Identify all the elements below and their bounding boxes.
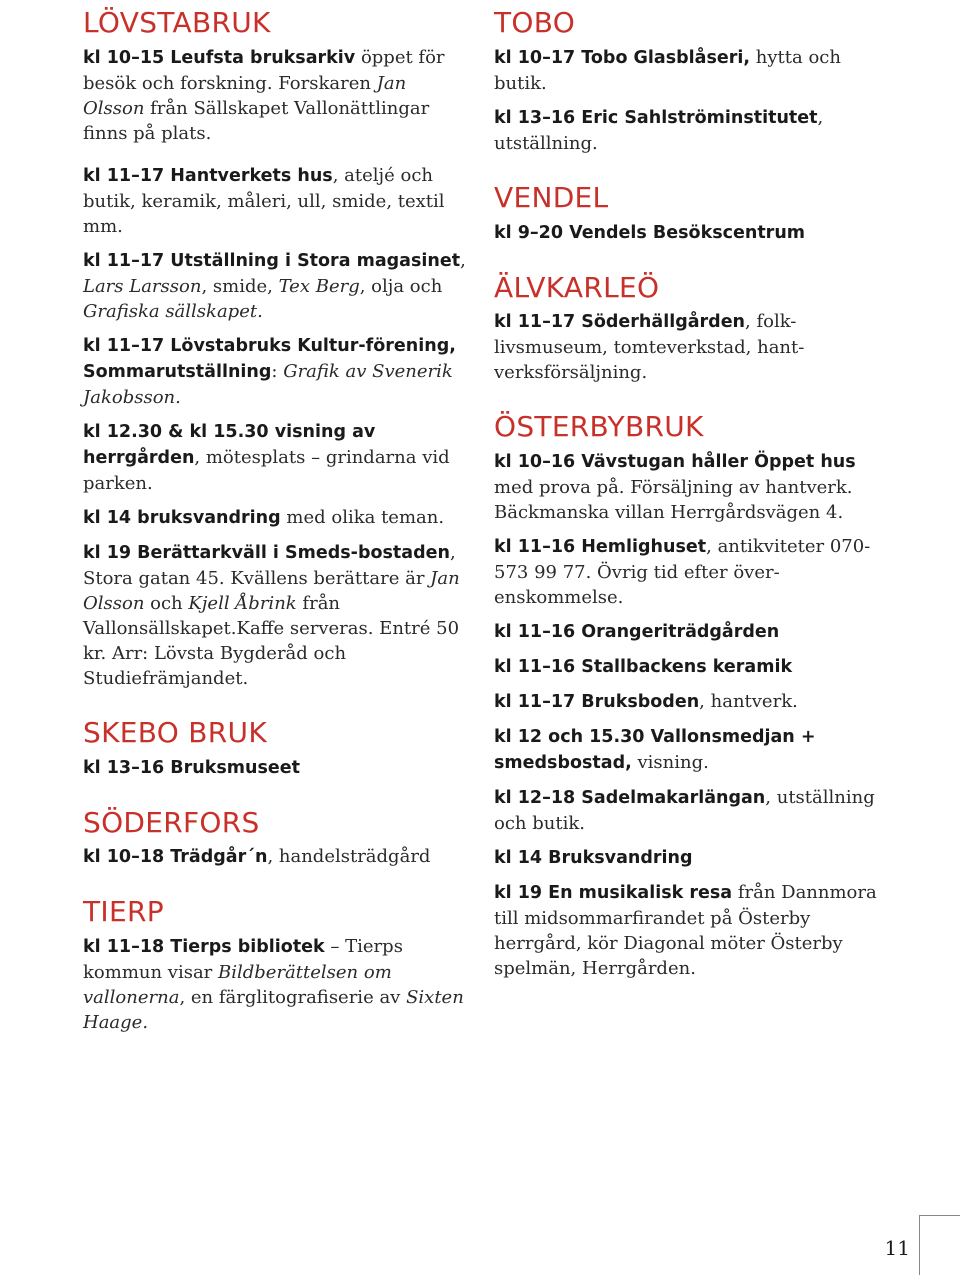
event-time-title: kl 19 En musikalisk resa: [494, 883, 733, 904]
event-exhibit: Bildberättelsen om vallonerna: [83, 962, 392, 1009]
event-stora-magasinet: [83, 248, 473, 324]
event-time-title: kl 12.30 & kl 15.30 visning av herrgården: [83, 421, 376, 468]
event-visning-herrgarden: [83, 419, 473, 496]
event-time-title: kl 12 och 15.30 Vallonsmedjan + smedsbostad,: [494, 727, 816, 774]
event-text: och: [144, 592, 189, 614]
event-text: , antikviteter 070-573 99 77. Övrig tid efter över-enskommelse.: [494, 536, 871, 609]
event-stallbackens-keramik: [494, 654, 884, 680]
event-musikalisk-resa: [494, 880, 884, 981]
event-hantverkets-hus: [83, 163, 473, 239]
event-person: Sixten Haage.: [83, 987, 464, 1034]
event-tierps-bibliotek: [83, 934, 473, 1035]
event-orangeritradgarden: [494, 619, 884, 645]
event-text: , smide,: [201, 275, 279, 297]
heading-skebo-bruk: SKEBO BRUK: [83, 715, 268, 749]
left-column: [83, 8, 473, 1044]
event-text: , en färglitografiserie av: [179, 987, 407, 1009]
corner-divider-top: [920, 1215, 960, 1216]
event-vallonsmedjan: [494, 724, 884, 776]
event-time-title: kl 10–16 Vävstugan håller Öppet hus: [494, 452, 856, 473]
event-berattarkvall: [83, 540, 473, 691]
event-text: , handelsträdgård: [267, 846, 431, 868]
right-column: [494, 8, 884, 990]
event-text: , ateljé och butik, keramik, måleri, ull, smide, textil mm.: [83, 164, 445, 237]
event-soderhallgarden: [494, 309, 884, 385]
event-sadelmakarlangan: [494, 785, 884, 836]
event-person: Grafiska sällskapet.: [83, 300, 263, 322]
event-time-title: kl 10–15 Leufsta bruksarkiv: [83, 47, 356, 68]
heading-alvkarleo: ÄLVKARLEÖ: [494, 270, 660, 304]
event-text: – Tierps kommun visar: [83, 936, 403, 984]
event-time-title: kl 13–16 Eric Sahlströminstitutet: [494, 107, 818, 128]
event-person: Jan Olsson: [83, 567, 460, 614]
event-time-title: kl 11–17 Lövstabruks Kultur-förening, Sommarutställning: [83, 335, 456, 382]
heading-osterbybruk: ÖSTERBYBRUK: [494, 410, 704, 444]
event-text: , hantverk.: [699, 691, 798, 713]
event-vavstugan: [494, 449, 884, 525]
event-bruksmuseet: [83, 755, 473, 781]
event-text: visning.: [631, 752, 709, 774]
event-person: Tex Berg: [278, 275, 360, 297]
event-text: från Vallonsällskapet.Kaffe serveras. Entré 50 kr. Arr: Lövsta Bygderåd och Studiefrämjandet.: [83, 592, 460, 689]
event-time-title: kl 9–20 Vendels Besökscentrum: [494, 222, 806, 243]
event-time-title: kl 19 Berättarkväll i Smeds-bostaden: [83, 542, 450, 563]
event-time-title: kl 11–16 Orangeriträdgården: [494, 622, 780, 643]
event-text: , utställning.: [494, 106, 824, 154]
event-bruksvandring-osterby: [494, 845, 884, 871]
event-time-title: kl 11–18 Tierps bibliotek: [83, 937, 325, 958]
event-tradgarn: [83, 844, 473, 870]
event-text: , folk-livsmuseum, tomteverkstad, hant-verksförsäljning.: [494, 311, 805, 384]
event-tobo-glasblaseri: [494, 45, 884, 96]
event-text: med olika teman.: [280, 506, 445, 528]
event-text: :: [271, 360, 284, 382]
event-time-title: kl 11–17 Bruksboden: [494, 692, 700, 713]
event-time-title: kl 11–17 Utställning i Stora magasinet: [83, 250, 461, 271]
event-time-title: kl 10–17 Tobo Glasblåseri,: [494, 47, 751, 68]
heading-lovstabruk: LÖVSTABRUK: [83, 6, 271, 39]
heading-vendel: VENDEL: [494, 180, 609, 214]
event-person: Jan Olsson: [83, 72, 407, 119]
heading-tierp: TIERP: [83, 895, 164, 929]
event-time-title: kl 13–16 Bruksmuseet: [83, 757, 300, 778]
event-text: , utställning och butik.: [494, 787, 875, 835]
event-text: , mötesplats – grindarna vid parken.: [83, 446, 450, 494]
event-time-title: kl 11–17 Söderhällgården: [494, 312, 746, 333]
heading-tobo: TOBO: [494, 6, 576, 39]
event-time-title: kl 11–16 Hemlighuset: [494, 537, 707, 558]
event-hemlighuset: [494, 534, 884, 610]
event-text: ,: [460, 249, 466, 271]
event-time-title: kl 12–18 Sadelmakarlängan: [494, 788, 766, 809]
corner-divider: [919, 1215, 960, 1275]
event-text: med prova på. Försäljning av hantverk. Bäckmanska villan Herrgårdsvägen 4.: [494, 477, 853, 524]
event-bruksboden: [494, 689, 884, 715]
event-leufsta-bruksarkiv: [83, 45, 473, 146]
event-time-title: kl 14 bruksvandring: [83, 507, 281, 528]
event-text: från Sällskapet Vallonättlingar finns på plats.: [83, 97, 430, 144]
event-kulturforening: [83, 333, 473, 410]
event-text: , Stora gatan 45. Kvällens berättare är: [83, 541, 456, 589]
event-time-title: kl 10–18 Trädgår´n: [83, 847, 268, 868]
event-bruksvandring: [83, 505, 473, 531]
heading-soderfors: SÖDERFORS: [83, 805, 260, 839]
event-text: hytta och butik.: [494, 46, 841, 94]
event-time-title: kl 11–17 Hantverkets hus: [83, 165, 333, 186]
page-number: 11: [884, 1236, 910, 1260]
event-text: från Dannmora till midsommarfirandet på Österby herrgård, kör Diagonal möter Österby spelmän, Herrgården.: [494, 882, 877, 980]
event-vendels-besokscentrum: [494, 220, 884, 246]
event-sahlstrominstitutet: [494, 105, 884, 156]
event-text: , olja och: [359, 275, 443, 297]
event-person: Kjell Åbrink: [188, 592, 297, 614]
event-time-title: kl 14 Bruksvandring: [494, 848, 693, 869]
event-exhibit: Grafik av Svenerik Jakobsson.: [83, 360, 453, 408]
event-time-title: kl 11–16 Stallbackens keramik: [494, 657, 793, 678]
event-text: öppet för besök och forskning. Forskaren: [83, 46, 445, 94]
event-person: Lars Larsson: [83, 275, 202, 297]
